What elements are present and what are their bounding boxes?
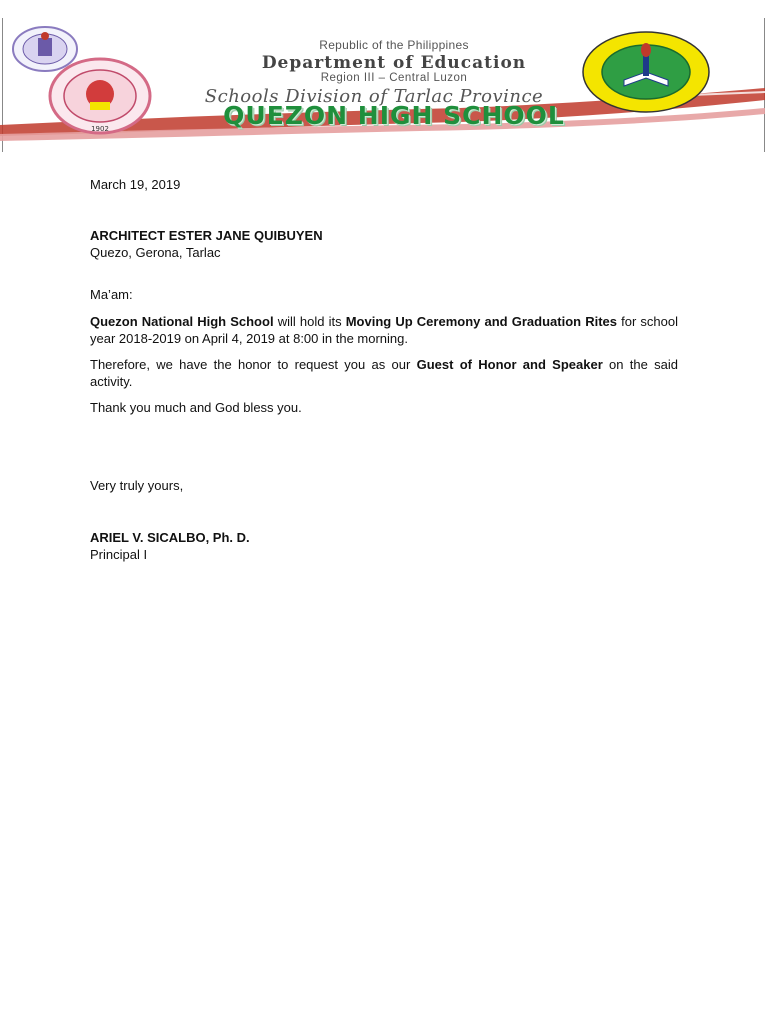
recipient-name: ARCHITECT ESTER JANE QUIBUYEN bbox=[90, 228, 323, 243]
paragraph-2-text-a: Therefore, we have the honor to request you as our bbox=[90, 357, 417, 372]
paragraph-1 bbox=[90, 313, 678, 347]
signatory-title: Principal I bbox=[90, 547, 148, 562]
paragraph-2 bbox=[90, 356, 678, 390]
letterhead-school-name: QUEZON HIGH SCHOOL bbox=[223, 101, 565, 130]
letterhead bbox=[0, 0, 768, 155]
recipient-address: Quezo, Gerona, Tarlac bbox=[90, 245, 221, 260]
division-seal-year: 1902 bbox=[91, 125, 109, 133]
signatory-name: ARIEL V. SICALBO, Ph. D. bbox=[90, 530, 250, 545]
letterhead-division: Schools Division of Tarlac Province bbox=[204, 86, 544, 107]
letter-body bbox=[90, 176, 678, 563]
paragraph-1-event: Moving Up Ceremony and Graduation Rites bbox=[345, 314, 617, 329]
paragraph-3: Thank you much and God bless you. bbox=[90, 400, 302, 415]
paragraph-1-org: Quezon National High School bbox=[90, 314, 274, 329]
paragraph-1-text-b: for school year 2018-2019 on April 4, 2019 at 8:00 in the morning. bbox=[90, 314, 679, 346]
salutation: Ma’am: bbox=[90, 287, 133, 302]
letter-date: March 19, 2019 bbox=[90, 177, 181, 192]
letterhead-department: Department of Education bbox=[261, 53, 527, 73]
letterhead-region: Region III – Central Luzon bbox=[320, 72, 468, 84]
paragraph-2-text-b: on the said activity. bbox=[90, 357, 678, 389]
paragraph-2-role: Guest of Honor and Speaker bbox=[416, 357, 603, 372]
closing: Very truly yours, bbox=[90, 478, 184, 493]
paragraph-1-text-a: will hold its bbox=[273, 314, 346, 329]
letterhead-republic: Republic of the Philippines bbox=[319, 38, 469, 52]
